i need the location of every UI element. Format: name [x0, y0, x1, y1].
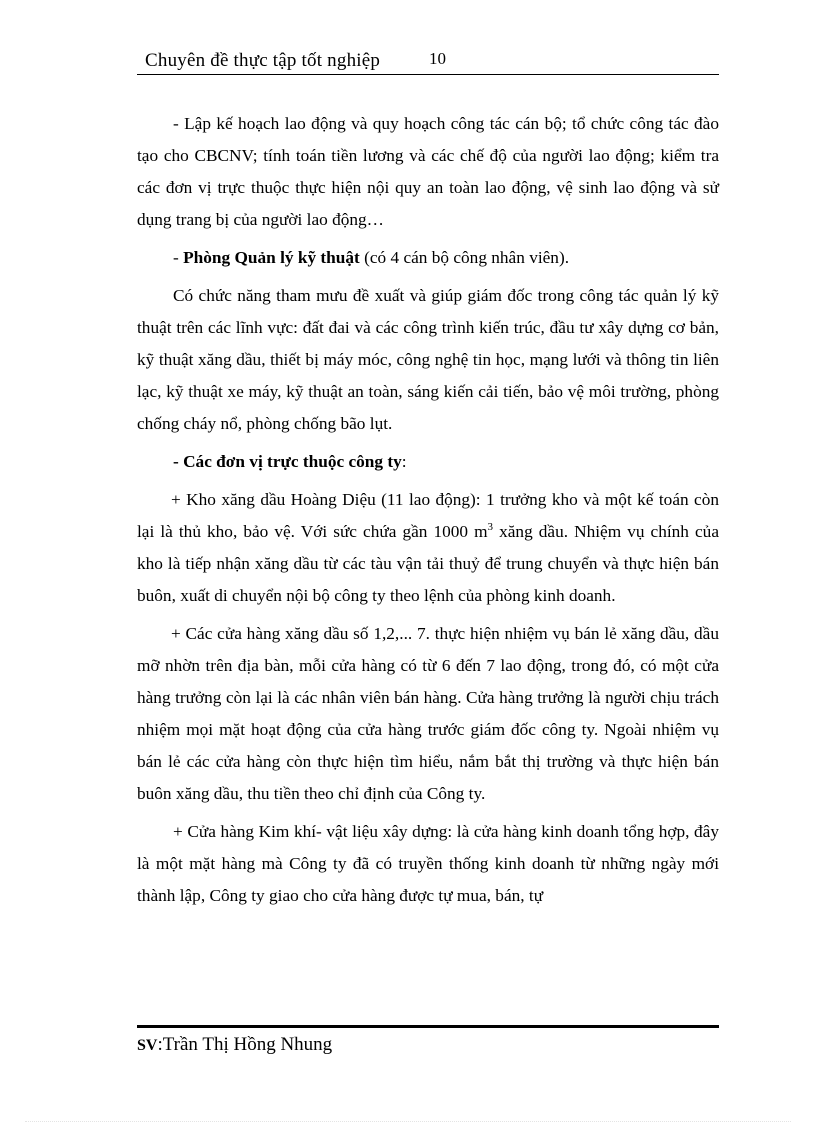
subsidiary-units-title: - Các đơn vị trực thuộc công ty	[173, 452, 402, 471]
page-bottom-edge	[25, 1121, 791, 1122]
paragraph-labor-planning: - Lập kế hoạch lao động và quy hoạch công tác cán bộ; tổ chức công tác đào tạo cho CBCNV; tính toán tiền lương và các chế độ của người lao động; kiểm tra các đơn vị trực thuộc thực hiện nội quy an toàn lao động, vệ sinh lao động và sử dụng trang bị của người lao động…	[137, 114, 719, 229]
student-full-name: :Trần Thị Hồng Nhung	[157, 1034, 333, 1055]
document-body	[137, 108, 719, 918]
page-number: 10	[429, 49, 446, 68]
page-footer	[137, 1025, 719, 1055]
technical-dept-staff: (có 4 cán bộ công nhân viên).	[359, 248, 570, 267]
paragraph-technical-dept-function: Có chức năng tham mưu đề xuất và giúp giám đốc trong công tác quản lý kỹ thuật trên các lĩnh vực: đất đai và các công trình kiến trúc, đầu tư xây dựng cơ bản, kỹ thuật xăng dầu, thiết bị máy móc, công nghệ tin học, mạng lưới và thông tin liên lạc, kỹ thuật xe máy, kỹ thuật an toàn, sáng kiến cải tiến, bảo vệ môi trường, phòng chống cháy nổ, phòng chống bão lụt.	[137, 286, 719, 433]
depot-text-a: + Kho xăng dầu Hoàng Diệu (11 lao động): 1 trưởng kho và một kế toán còn lại là thủ kho, bảo vệ. Với sức chứa gần 1000 m	[137, 490, 719, 541]
paragraph-subsidiary-units-heading	[137, 446, 719, 478]
subsidiary-units-colon: :	[401, 452, 407, 471]
document-title: Chuyên đề thực tập tốt nghiệp	[145, 50, 381, 71]
depot-text-b: xăng dầu. Nhiệm vụ chính của kho là tiếp nhận xăng dầu từ các tàu vận tải thuỷ để trung chuyển và thực hiện bán buôn, xuất di chuyển nội bộ công ty theo lệnh của phòng kinh doanh.	[137, 522, 719, 605]
paragraph-metal-materials-store: + Cửa hàng Kim khí- vật liệu xây dựng: là cửa hàng kinh doanh tổng hợp, đây là một mặt hàng mà Công ty đã có truyền thống kinh doanh từ những ngày mới thành lập, Công ty giao cho cửa hàng được tự mua, bán, tự	[137, 822, 719, 905]
page-header	[137, 44, 719, 75]
student-prefix: SV	[137, 1037, 158, 1054]
paragraph-prefix: -	[173, 248, 184, 267]
superscript-3: 3	[487, 521, 494, 534]
paragraph-hoang-dieu-depot	[137, 484, 719, 612]
technical-dept-name: Phòng Quản lý kỹ thuật	[183, 248, 360, 267]
paragraph-fuel-stores: + Các cửa hàng xăng dầu số 1,2,... 7. thực hiện nhiệm vụ bán lẻ xăng dầu, dầu mỡ nhờn trên địa bàn, mỗi cửa hàng có từ 6 đến 7 lao động, trong đó, có một cửa hàng trưởng còn lại là các nhân viên bán hàng. Cửa hàng trưởng là người chịu trách nhiệm mọi mặt hoạt động của cửa hàng trước giám đốc công ty. Ngoài nhiệm vụ bán lẻ các cửa hàng còn thực hiện tìm hiểu, nắm bắt thị trường và thực hiện bán buôn xăng dầu, thu tiền theo chỉ định của Công ty.	[137, 624, 719, 803]
paragraph-technical-dept-heading	[137, 242, 719, 274]
student-name	[137, 1034, 332, 1056]
